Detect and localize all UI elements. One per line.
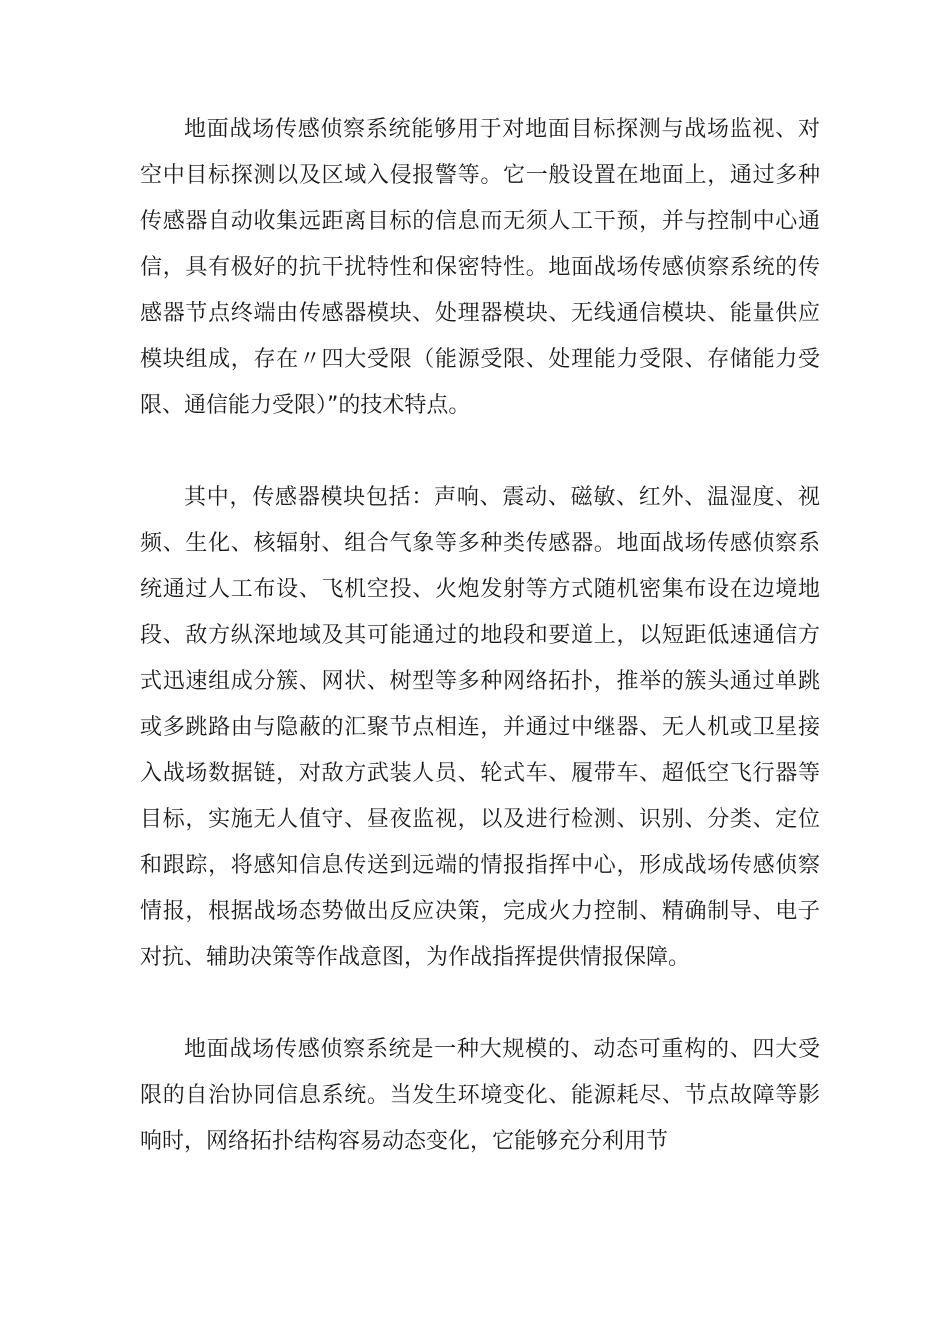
paragraph-3: 地面战场传感侦察系统是一种大规模的、动态可重构的、四大受限的自治协同信息系统。当发生环境变化、能源耗尽、节点故障等影响时，网络拓扑结构容易动态变化，它能够充分利用节 xyxy=(140,1037,820,1154)
paragraph-1: 地面战场传感侦察系统能够用于对地面目标探测与战场监视、对空中目标探测以及区域入侵报警等。它一般设置在地面上，通过多种传感器自动收集远距离目标的信息而无须人工干预，并与控制中心通信，具有极好的抗干扰特性和保密特性。地面战场传感侦察系统的传感器节点终端由传感器模块、处理器模块、无线通信模块、能量供应模块组成，存在〃四大受限（能源受限、处理能力受限、存储能力受限、通信能力受限）”的技术特点。 xyxy=(140,117,820,418)
document-body xyxy=(140,107,820,1165)
paragraph-2: 其中，传感器模块包括：声响、震动、磁敏、红外、温湿度、视频、生化、核辐射、组合气象等多种类传感器。地面战场传感侦察系统通过人工布设、飞机空投、火炮发射等方式随机密集布设在边境地段、敌方纵深地域及其可能通过的地段和要道上，以短距低速通信方式迅速组成分簇、网状、树型等多种网络拓扑，推举的簇头通过单跳或多跳路由与隐蔽的汇聚节点相连，并通过中继器、无人机或卫星接入战场数据链，对敌方武装人员、轮式车、履带车、超低空飞行器等目标，实施无人值守、昼夜监视，以及进行检测、识别、分类、定位和跟踪，将感知信息传送到远端的情报指挥中心，形成战场传感侦察情报，根据战场态势做出反应决策，完成火力控制、精确制导、电子对抗、辅助决策等作战意图，为作战指挥提供情报保障。 xyxy=(140,485,820,970)
